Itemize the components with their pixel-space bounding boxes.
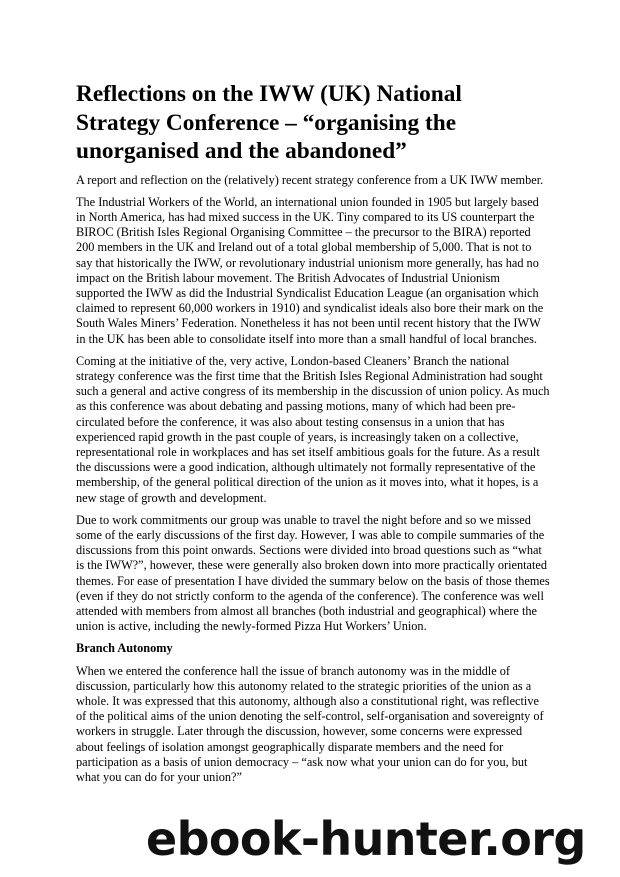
body-paragraph: Coming at the initiative of the, very active, London-based Cleaners’ Branch the national strategy conference was the first time that the British Isles Regional Administration had sought such a general and active congress of its membership in the discussion of union policy. As much as this conference was about debating and passing motions, many of which had been pre-circulated before the conference, it was also about testing consensus in a union that has experienced rapid growth in the past couple of years, is increasingly taken on a collective, representational role in workplaces and has set itself ambitious goals for the future. As a result the discussions were a good indication, although ultimately not formally representative of the membership, of the general political direction of the union as it moves into, what it hopes, is a new stage of growth and development.	[76, 353, 550, 505]
intro-paragraph: A report and reflection on the (relatively) recent strategy conference from a UK IWW member.	[76, 172, 544, 187]
watermark-text: ebook-hunter.org	[146, 812, 586, 866]
body-paragraph: When we entered the conference hall the issue of branch autonomy was in the middle of discussion, particularly how this autonomy related to the strategic priorities of the union as a whole. It was expressed that this autonomy, although also a constitutional right, was reflective of the political aims of the union denoting the self-control, self-organisation and sovereignty of workers in struggle. Later through the discussion, however, some concerns were expressed about feelings of isolation amongst geographically disparate members and the need for participation as a basis of union democracy – “ask now what your union can do for you, but what you can do for your union?”	[76, 663, 544, 785]
section-heading: Branch Autonomy	[76, 641, 173, 656]
body-paragraph: Due to work commitments our group was unable to travel the night before and so we missed some of the early discussions of the first day. However, I was able to compile summaries of the discussions from this point onwards. Sections were divided into broad questions such as “what is the IWW?”, however, these were generally also broken down into more practically orientated themes. For ease of presentation I have divided the summary below on the basis of those themes (even if they do not strictly conform to the agenda of the conference). The conference was well attended with members from almost all branches (both industrial and geographical) where the union is active, including the newly-formed Pizza Hut Workers’ Union.	[76, 512, 550, 634]
document-title: Reflections on the IWW (UK) National Strategy Conference – “organising the unorganised and the abandoned”	[76, 81, 462, 164]
body-paragraph: The Industrial Workers of the World, an international union founded in 1905 but largely based in North America, has had mixed success in the UK. Tiny compared to its US counterpart the BIROC (British Isles Regional Organising Committee – the precursor to the BIRA) reported 200 members in the UK and Ireland out of a total global membership of 5,000. That is not to say that historically the IWW, or revolutionary industrial unionism more generally, has had no impact on the British labour movement. The British Advocates of Industrial Unionism supported the IWW as did the Industrial Syndicalist Education League (an organisation which claimed to represent 60,000 workers in 1910) and syndicalist ideals also bore their mark on the South Wales Miners’ Federation. Nonetheless it has not been until recent history that the IWW in the UK has been able to consolidate itself into more than a small handful of local branches.	[76, 194, 544, 346]
